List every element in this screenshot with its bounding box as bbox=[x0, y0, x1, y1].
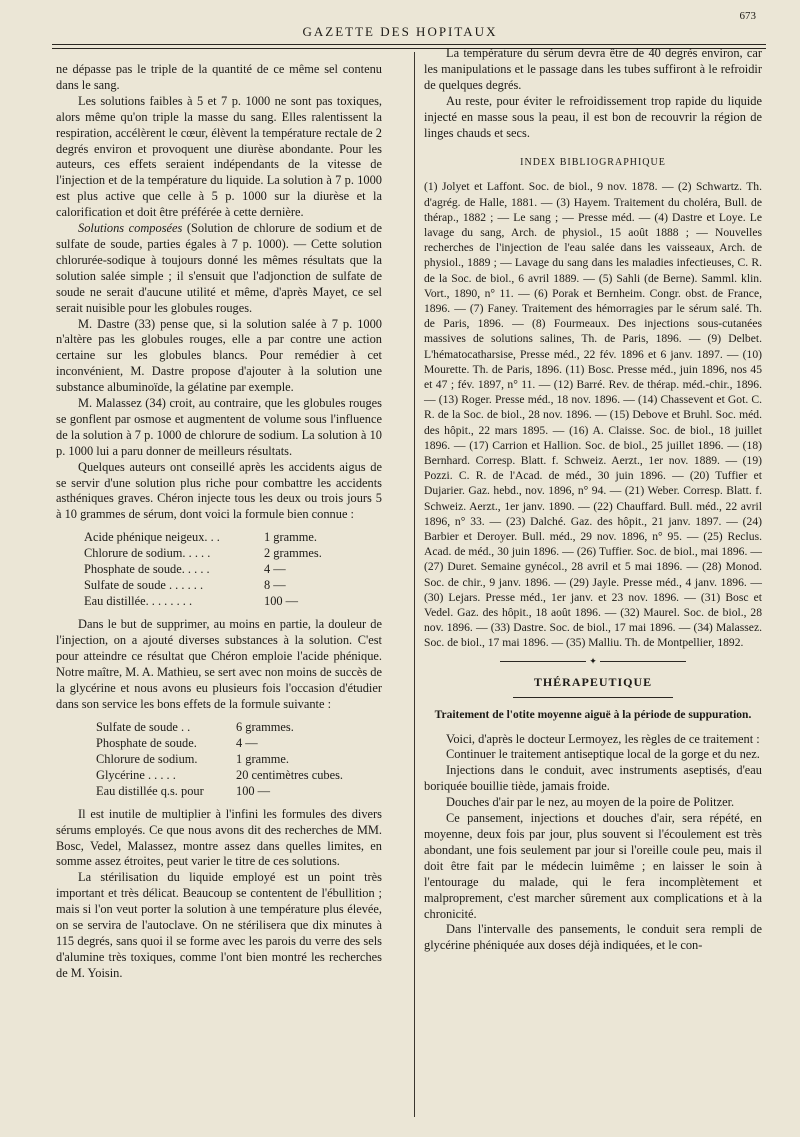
column-divider bbox=[414, 52, 415, 1117]
formula-ingredient: Eau distillée. . . . . . . . bbox=[84, 594, 193, 609]
formula-quantity: 1 gramme. bbox=[236, 751, 289, 766]
page-header bbox=[40, 10, 760, 42]
formula-quantity: 2 grammes. bbox=[264, 546, 322, 561]
paragraph: Injections dans le conduit, avec instruments aseptisés, d'eau boriquée bouillie tiède, jamais froide. bbox=[424, 763, 762, 794]
formula-row bbox=[84, 529, 382, 545]
formula-row bbox=[84, 577, 382, 593]
formula-quantity: 100 — bbox=[236, 783, 271, 798]
paragraph: Quelques auteurs ont conseillé après les accidents aigus de se servir d'une solution plus riche pour combattre les accidents asthéniques graves. Chéron injecte tous les deux ou trois jours 5 à 10 grammes de sérum, dont voici la formule bien connue : bbox=[56, 459, 382, 522]
formula-quantity: 8 — bbox=[264, 578, 286, 593]
formula-ingredient: Chlorure de sodium. bbox=[96, 751, 198, 766]
bibliography-text: (1) Jolyet et Laffont. Soc. de biol., 9 nov. 1878. — (2) Schwartz. Th. d'agrég. de Halle, 1881. — (3) Hayem. Traitement du choléra, Bull. de thérap., 1882 ; — Le sang ; — Presse méd. — (4) Dastre et Loye. Le lavage du sang, Arch. de physiol., 15 août 1888 ; — Nouvelles recherches de l'injection de l'eau salée dans les vaisseaux, Arch. de physiol., 1889 ; — Lavage du sang dans les maladies infectieuses, C. R. de la Soc. de biol., 6 avril 1889. — (5) Sahli (de Berne). Samml. klin. Vort., 1890, n° 11. — (6) Porak et Bernheim. Congr. obst. de France, 1896. — (7) Faney. Traitement des hémorragies par le sérum salé. Th. de Paris, 1896. — (8) Fourmeaux. Des injections sous-cutanées massives de solutions salines, Th. de Paris, 1896. — (9) Delbet. L'hématocatharsise, Presse méd., 22 fév. 1896 et 6 janv. 1897. — (10) Mourette. Th. de Paris, 1896. (11) Bosc. Presse méd., juin 1896, nos 45 et 47 ; fév. 1897, n° 11. — (12) Barré. Rev. de thérap. méd.-chir., 1896. — (13) Roger. Presse méd., 18 nov. 1896. — (14) Chassevent et Got. C. R. de la Soc. de biol., 28 nov. 1896. — (15) Debove et Bruhl. Soc. méd. des hôpit., 22 mars 1895. — (16) A. Claisse. Soc. de biol., 18 juillet 1896. — (17) Carrion et Hallion. Soc. de biol., 25 juillet 1896. — (18) Bernhard. Corresp. Blatt. f. Schweiz. Aerzt., 1er nov. 1889. — (19) Pozzi. C. R. de l'Acad. de méd., 30 juin 1896. — (20) Tuffier et Dujarier. Gaz. hebd., nov. 1896, n° 94. — (21) Weber. Corresp. Blatt. f. Schweiz. Aerzt., 1er janv. 1890. — (22) Chauffard. Bull. méd., 22 avril 1896, n° 33. — (23) Dalché. Gaz. des hôpit., 21 janv. 1897. — (24) Barbier et Deroyer. Bull. méd., 29 nov. 1896, n° 95. — (25) Reclus. Acad. de méd., 30 juin 1896. — (26) Tuffier. Soc. de biol., mai 1896. — (27) Duret. Semaine gynécol., 28 avril et 5 mai 1896. — (28) Monod. Soc. de chir., 9 janv. 1896. — (29) Jayle. Presse méd., 4 janv. 1896. — (30) Lejars. Presse méd., 1er janv. et 23 nov. 1896. — (31) Bosc et Vedel. Gaz. des hôpit., 18 août 1896. — (32) Maurel. Soc. de biol., 28 nov. 1896. — (33) Dastre. Soc. de biol., 17 mai 1896. — (34) Malassez. Soc. de biol., 17 mai 1896. — (35) Malliu. Th. de Montpellier, 1892. bbox=[424, 180, 762, 650]
formula-row bbox=[96, 767, 382, 783]
formula-row bbox=[84, 545, 382, 561]
formula-quantity: 1 gramme. bbox=[264, 530, 317, 545]
formula-ingredient: Phosphate de soude. bbox=[96, 735, 197, 750]
section-heading: THÉRAPEUTIQUE bbox=[533, 674, 653, 689]
section-heading-rule bbox=[513, 697, 673, 698]
formula-ingredient: Sulfate de soude . . . . . . bbox=[84, 578, 204, 593]
paragraph: Dans l'intervalle des pansements, le conduit sera rempli de glycérine phéniquée aux doses déjà indiquées, et le con- bbox=[424, 922, 762, 953]
formula-row bbox=[84, 561, 382, 577]
paragraph: Dans le but de supprimer, au moins en partie, la douleur de l'injection, on a ajouté diverses substances à la solution. C'est pour atteindre ce résultat que Chéron emploie l'acide phénique. Notre maître, M. A. Mathieu, se sert avec non moins de succès de la glycérine et nous avons eu plusieurs fois l'occasion d'étudier dans son service les bons effets de la formule suivante : bbox=[56, 617, 382, 711]
paragraph: Continuer le traitement antiseptique local de la gorge et du nez. bbox=[446, 747, 760, 762]
paragraph: Au reste, pour éviter le refroidissement trop rapide du liquide injecté en masse sous la peau, il est bon de recouvrir la région de linges chauds et secs. bbox=[424, 93, 762, 140]
article-title: Traitement de l'otite moyenne aiguë à la période de suppuration. bbox=[434, 708, 752, 721]
formula-quantity: 20 centimètres cubes. bbox=[236, 767, 344, 782]
italic-lead: Solutions composées bbox=[78, 221, 183, 236]
paragraph-text: (Solution de chlorure de sodium et de sulfate de soude, parties égales à 7 p. 1000). — Cette solution chlorurée-sodique à toujours donné les mêmes résultats que la solution salée simple ; il s'ensuit que l'adjonction de sulfate de soude ne serait d'aucune utilité et même, d'après Mayet, ce sel serait nuisible pour les globules rouges. bbox=[56, 221, 382, 315]
paragraph: M. Dastre (33) pense que, si la solution salée à 7 p. 1000 n'altère pas les globules rouges, elle a par contre une action certaine sur les globules blancs. Pour remédier à cet inconvénient, M. Dastre propose d'ajouter à la solution une substance albuminoïde, la gélatine par exemple. bbox=[56, 316, 382, 395]
page-number: 673 bbox=[739, 10, 756, 22]
paragraph: Il est inutile de multiplier à l'infini les formules des divers sérums employés. Ce que nous avons dit des recherches de MM. Bosc, Vedel, Malassez, montre assez dans quelles limites, en somme assez étroites, peut varier le titre de ces solutions. bbox=[56, 806, 382, 869]
paragraph: Douches d'air par le nez, au moyen de la poire de Politzer. bbox=[446, 795, 735, 810]
formula-row bbox=[96, 719, 382, 735]
paragraph: La température du sérum devra être de 40 degrés environ, car les manipulations et le passage dans les tubes suffiront à le refroidir de quelques degrés. bbox=[424, 46, 762, 92]
formula-quantity: 100 — bbox=[264, 594, 299, 609]
formula-quantity: 4 — bbox=[264, 562, 286, 577]
formula-row bbox=[96, 751, 382, 767]
formula-quantity: 6 grammes. bbox=[236, 719, 294, 734]
section-ornament: ✦ bbox=[424, 655, 762, 669]
paragraph: M. Malassez (34) croit, au contraire, que les globules rouges se gonflent par osmose et augmentent de volume sous l'influence de la solution à 7 p. 1000 de chlorure de sodium. La solution à 10 p. 1000 lui a paru donner de meilleurs résultats. bbox=[56, 396, 382, 458]
formula-quantity: 4 — bbox=[236, 735, 258, 750]
journal-title: GAZETTE DES HOPITAUX bbox=[302, 24, 498, 39]
paragraph: Voici, d'après le docteur Lermoyez, les règles de ce traitement : bbox=[446, 731, 760, 746]
formula-ingredient: Chlorure de sodium. . . . . bbox=[84, 546, 211, 561]
formula-ingredient: Phosphate de soude. . . . . bbox=[84, 562, 210, 577]
formula-row bbox=[96, 783, 382, 799]
paragraph: Ce pansement, injections et douches d'air, sera répété, en moyenne, deux fois par jour, plus souvent si l'écoulement est très abondant, une fois seulement par jour si l'oreille coule peu, mais il doit être fait par le médecin luimême ; en laisser le soin à l'entourage du malade, qui le fera incomplètement et malproprement, c'est marcher sûrement aux complications et à la chronicité. bbox=[424, 811, 762, 921]
left-column bbox=[56, 62, 382, 982]
paragraph bbox=[56, 221, 382, 316]
formula-ingredient: Acide phénique neigeux. . . bbox=[84, 530, 220, 545]
right-column bbox=[424, 46, 762, 954]
formula-row bbox=[96, 735, 382, 751]
header-rule-top bbox=[52, 44, 766, 45]
formula-table-mathieu bbox=[56, 719, 382, 799]
formula-ingredient: Glycérine . . . . . bbox=[96, 767, 176, 782]
paragraph: ne dépasse pas le triple de la quantité de ce même sel contenu dans le sang. bbox=[56, 62, 382, 92]
formula-row bbox=[84, 593, 382, 609]
index-heading: INDEX BIBLIOGRAPHIQUE bbox=[520, 157, 666, 169]
formula-ingredient: Sulfate de soude . . bbox=[96, 719, 191, 734]
paragraph: La stérilisation du liquide employé est un point très important et très délicat. Beaucoup se contentent de l'ébullition ; mais si l'on veut porter la solution à une température plus élevée, on se servira de l'autoclave. On ne stérilisera que dix minutes à 115 degrés, sans quoi il se forme avec les parois du verre des sels d'alumine très toxiques, comme l'ont bien montré les recherches de M. Yoisin. bbox=[56, 870, 382, 980]
formula-ingredient: Eau distillée q.s. pour bbox=[96, 783, 204, 798]
formula-table-cheron bbox=[56, 529, 382, 609]
paragraph: Les solutions faibles à 5 et 7 p. 1000 ne sont pas toxiques, alors même qu'on triple la masse du sang. Elles ralentissent la respiration, accélèrent le cœur, élèvent la température rectale de 2 degrés environ et provoquent une diurèse abondante. Pour les auteurs, ces effets seraient indépendants de la vitesse de l'injection et de la température du liquide. La solution à 7 p. 1000 est plus active que celle à 5 p. 1000 sur la diurèse et la calorification et doit être préférée à cette dernière. bbox=[56, 93, 382, 220]
